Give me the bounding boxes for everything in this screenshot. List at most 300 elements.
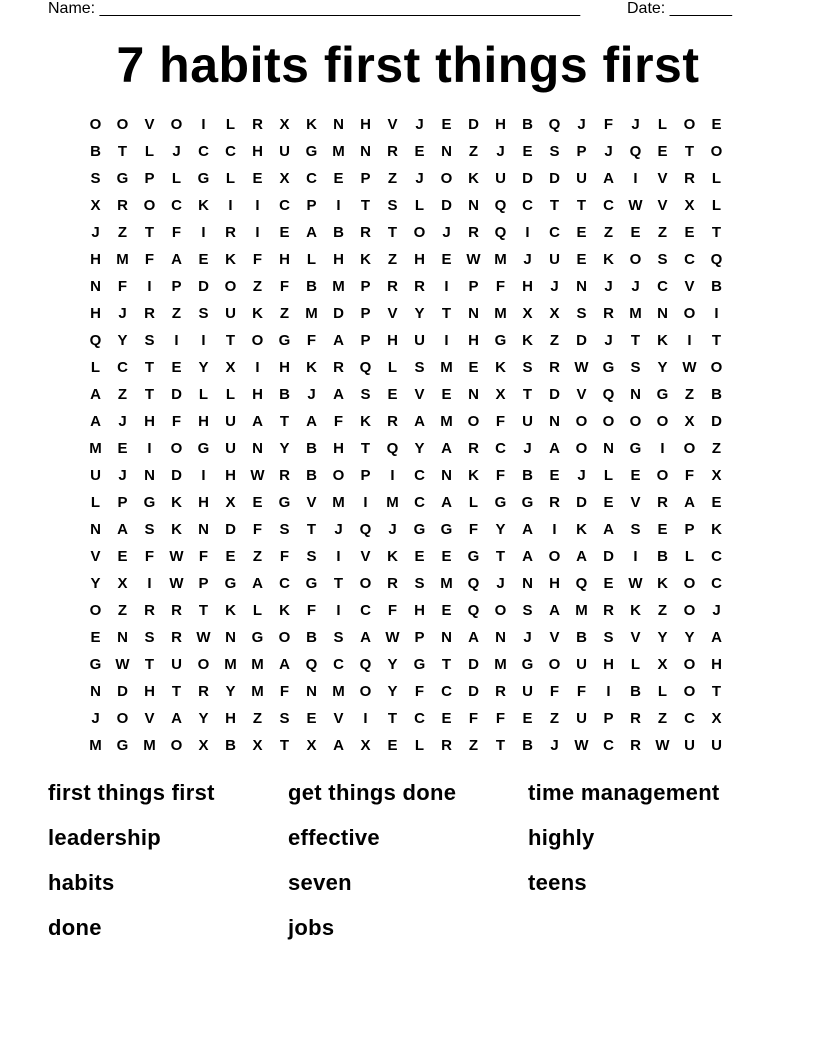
grid-letter: I	[174, 332, 179, 349]
grid-letter: F	[171, 413, 182, 430]
grid-letter: U	[576, 170, 587, 187]
grid-letter: R	[387, 143, 398, 160]
grid-letter: S	[630, 359, 641, 376]
grid-letter: A	[603, 521, 614, 538]
grid-letter: T	[279, 737, 290, 754]
grid-letter: D	[468, 683, 479, 700]
grid-letter: N	[198, 521, 209, 538]
grid-letter: G	[197, 440, 210, 457]
grid-letter: I	[687, 332, 692, 349]
grid-letter: K	[171, 521, 182, 538]
grid-row	[82, 246, 742, 273]
grid-letter: N	[90, 521, 101, 538]
grid-row	[82, 219, 742, 246]
grid-letter: N	[522, 575, 533, 592]
grid-letter: N	[144, 467, 155, 484]
grid-letter: I	[606, 683, 611, 700]
grid-letter: H	[279, 251, 290, 268]
grid-letter: T	[522, 386, 533, 403]
grid-letter: S	[630, 521, 641, 538]
grid-letter: J	[712, 602, 721, 619]
grid-letter: H	[252, 386, 263, 403]
grid-letter: O	[629, 413, 642, 430]
grid-letter: Y	[414, 305, 425, 322]
grid-letter: M	[305, 305, 318, 322]
grid-letter: G	[278, 332, 291, 349]
grid-row	[82, 111, 742, 138]
grid-letter: E	[576, 251, 587, 268]
grid-letter: O	[413, 224, 426, 241]
grid-letter: Y	[90, 575, 101, 592]
grid-letter: P	[576, 143, 587, 160]
grid-letter: E	[522, 710, 533, 727]
grid-letter: K	[495, 359, 506, 376]
grid-letter: A	[333, 332, 344, 349]
grid-letter: O	[656, 413, 669, 430]
grid-letter: E	[657, 143, 668, 160]
grid-letter: W	[655, 737, 670, 754]
grid-letter: I	[660, 440, 665, 457]
grid-row	[82, 516, 742, 543]
grid-letter: M	[251, 683, 264, 700]
grid-letter: C	[414, 494, 425, 511]
grid-letter: K	[603, 251, 614, 268]
grid-letter: Y	[387, 683, 398, 700]
grid-letter: O	[143, 197, 156, 214]
grid-letter: E	[252, 494, 263, 511]
grid-letter: J	[577, 467, 586, 484]
grid-letter: G	[197, 170, 210, 187]
grid-letter: G	[521, 656, 534, 673]
grid-letter: O	[278, 629, 291, 646]
grid-letter: O	[629, 251, 642, 268]
grid-letter: H	[333, 440, 344, 457]
grid-letter: A	[306, 413, 317, 430]
grid-letter: S	[522, 359, 533, 376]
grid-letter: R	[468, 224, 479, 241]
grid-letter: J	[118, 305, 127, 322]
grid-letter: R	[657, 494, 668, 511]
grid-letter: T	[441, 305, 452, 322]
grid-letter: B	[576, 629, 587, 646]
grid-letter: E	[576, 224, 587, 241]
grid-letter: R	[387, 575, 398, 592]
grid-letter: T	[684, 143, 695, 160]
grid-letter: V	[333, 710, 344, 727]
grid-letter: I	[336, 197, 341, 214]
grid-letter: K	[657, 332, 668, 349]
word-list-item: time management	[528, 780, 720, 805]
grid-letter: G	[494, 494, 507, 511]
grid-letter: I	[552, 521, 557, 538]
grid-letter: W	[385, 629, 400, 646]
grid-letter: E	[522, 143, 533, 160]
grid-letter: S	[414, 575, 425, 592]
grid-letter: V	[387, 305, 398, 322]
grid-letter: B	[90, 143, 101, 160]
grid-letter: K	[306, 116, 317, 133]
grid-letter: O	[89, 116, 102, 133]
grid-letter: T	[171, 683, 182, 700]
grid-letter: D	[522, 170, 533, 187]
grid-letter: E	[225, 548, 236, 565]
grid-letter: D	[549, 386, 560, 403]
grid-letter: N	[468, 386, 479, 403]
grid-letter: W	[169, 548, 184, 565]
grid-letter: H	[90, 305, 101, 322]
grid-letter: K	[225, 602, 236, 619]
grid-letter: G	[413, 656, 426, 673]
grid-letter: S	[549, 143, 560, 160]
grid-letter: T	[144, 224, 155, 241]
grid-letter: L	[711, 197, 722, 214]
grid-letter: R	[171, 629, 182, 646]
grid-letter: G	[305, 575, 318, 592]
grid-letter: Q	[494, 224, 507, 241]
grid-letter: L	[630, 656, 641, 673]
grid-letter: E	[711, 494, 722, 511]
grid-row	[82, 570, 742, 597]
grid-row	[82, 138, 742, 165]
grid-letter: Z	[279, 305, 290, 322]
grid-letter: T	[333, 575, 344, 592]
grid-letter: L	[468, 494, 479, 511]
grid-letter: N	[117, 629, 128, 646]
grid-letter: L	[225, 386, 236, 403]
grid-letter: I	[444, 278, 449, 295]
grid-letter: N	[549, 413, 560, 430]
grid-letter: G	[116, 170, 129, 187]
grid-letter: T	[441, 656, 452, 673]
grid-letter: B	[279, 386, 290, 403]
grid-letter: X	[711, 710, 722, 727]
grid-letter: K	[657, 575, 668, 592]
grid-letter: X	[684, 197, 695, 214]
grid-letter: R	[171, 602, 182, 619]
grid-letter: M	[116, 251, 129, 268]
grid-letter: S	[144, 521, 155, 538]
grid-letter: W	[169, 575, 184, 592]
grid-letter: J	[388, 521, 397, 538]
grid-letter: G	[656, 386, 669, 403]
grid-letter: H	[279, 359, 290, 376]
grid-letter: V	[90, 548, 101, 565]
grid-letter: A	[252, 413, 263, 430]
grid-letter: Q	[575, 575, 588, 592]
grid-letter: U	[279, 143, 290, 160]
grid-letter: G	[116, 737, 129, 754]
grid-letter: J	[523, 251, 532, 268]
grid-row	[82, 651, 742, 678]
grid-letter: M	[629, 305, 642, 322]
grid-letter: B	[306, 467, 317, 484]
grid-letter: O	[494, 602, 507, 619]
grid-letter: Q	[467, 575, 480, 592]
grid-letter: J	[577, 116, 586, 133]
grid-letter: V	[306, 494, 317, 511]
grid-letter: T	[144, 359, 155, 376]
grid-letter: Z	[603, 224, 614, 241]
grid-letter: T	[711, 332, 722, 349]
grid-letter: F	[306, 602, 317, 619]
grid-letter: C	[522, 197, 533, 214]
grid-letter: F	[603, 116, 614, 133]
grid-letter: T	[630, 332, 641, 349]
grid-letter: M	[494, 251, 507, 268]
grid-letter: O	[332, 467, 345, 484]
grid-letter: S	[198, 305, 209, 322]
grid-letter: N	[252, 440, 263, 457]
grid-letter: E	[171, 359, 182, 376]
grid-letter: O	[170, 737, 183, 754]
grid-letter: D	[171, 467, 182, 484]
grid-letter: J	[118, 413, 127, 430]
grid-letter: D	[576, 332, 587, 349]
grid-letter: S	[576, 305, 587, 322]
grid-letter: O	[710, 143, 723, 160]
word-list-item: first things first	[48, 780, 215, 805]
grid-letter: V	[549, 629, 560, 646]
grid-letter: V	[657, 197, 668, 214]
grid-row	[82, 354, 742, 381]
grid-letter: X	[306, 737, 317, 754]
grid-letter: M	[332, 143, 345, 160]
grid-letter: O	[710, 359, 723, 376]
grid-letter: J	[550, 737, 559, 754]
grid-row	[82, 192, 742, 219]
grid-letter: B	[306, 629, 317, 646]
grid-letter: E	[387, 737, 398, 754]
grid-letter: L	[252, 602, 263, 619]
grid-letter: T	[144, 656, 155, 673]
grid-letter: H	[252, 143, 263, 160]
grid-letter: E	[279, 224, 290, 241]
grid-letter: F	[171, 224, 182, 241]
grid-letter: Z	[252, 278, 263, 295]
grid-letter: T	[306, 521, 317, 538]
grid-row	[82, 300, 742, 327]
grid-letter: K	[468, 467, 479, 484]
grid-letter: T	[360, 197, 371, 214]
grid-letter: C	[360, 602, 371, 619]
grid-letter: A	[171, 710, 182, 727]
grid-letter: P	[198, 575, 209, 592]
grid-letter: F	[387, 602, 398, 619]
grid-letter: M	[440, 359, 453, 376]
grid-letter: H	[144, 413, 155, 430]
grid-letter: N	[576, 278, 587, 295]
grid-row	[82, 597, 742, 624]
grid-letter: I	[201, 116, 206, 133]
grid-letter: Q	[386, 440, 399, 457]
grid-letter: L	[684, 548, 695, 565]
grid-letter: F	[549, 683, 560, 700]
grid-letter: G	[251, 629, 264, 646]
grid-letter: R	[414, 278, 425, 295]
grid-letter: V	[387, 116, 398, 133]
grid-letter: F	[306, 332, 317, 349]
grid-letter: Q	[89, 332, 102, 349]
grid-letter: L	[711, 170, 722, 187]
grid-letter: S	[279, 521, 290, 538]
word-list	[48, 777, 788, 957]
grid-letter: D	[576, 494, 587, 511]
grid-letter: T	[225, 332, 236, 349]
grid-letter: X	[360, 737, 371, 754]
grid-letter: L	[90, 359, 101, 376]
grid-letter: D	[603, 548, 614, 565]
grid-letter: O	[224, 278, 237, 295]
grid-letter: Q	[359, 521, 372, 538]
grid-letter: N	[657, 305, 668, 322]
grid-letter: T	[495, 737, 506, 754]
grid-letter: D	[225, 521, 236, 538]
grid-letter: U	[495, 170, 506, 187]
grid-letter: Z	[252, 710, 263, 727]
grid-letter: C	[333, 656, 344, 673]
grid-letter: K	[387, 548, 398, 565]
grid-letter: R	[441, 737, 452, 754]
grid-letter: E	[657, 521, 668, 538]
grid-letter: O	[440, 170, 453, 187]
grid-letter: N	[225, 629, 236, 646]
grid-letter: F	[468, 521, 479, 538]
grid-letter: F	[144, 548, 155, 565]
grid-letter: J	[334, 521, 343, 538]
grid-letter: Z	[711, 440, 722, 457]
grid-letter: M	[89, 737, 102, 754]
grid-letter: I	[633, 548, 638, 565]
grid-letter: R	[225, 224, 236, 241]
grid-letter: R	[603, 602, 614, 619]
grid-letter: C	[441, 683, 452, 700]
grid-letter: C	[279, 197, 290, 214]
grid-letter: C	[657, 278, 668, 295]
grid-letter: V	[144, 710, 155, 727]
grid-letter: J	[307, 386, 316, 403]
grid-letter: V	[630, 494, 641, 511]
grid-letter: A	[549, 440, 560, 457]
grid-letter: M	[143, 737, 156, 754]
word-list-item: habits	[48, 870, 115, 895]
grid-letter: W	[628, 575, 643, 592]
grid-letter: H	[522, 278, 533, 295]
grid-letter: B	[225, 737, 236, 754]
grid-letter: B	[711, 278, 722, 295]
grid-letter: O	[359, 683, 372, 700]
grid-letter: A	[711, 629, 722, 646]
grid-letter: R	[252, 116, 263, 133]
grid-letter: P	[360, 170, 371, 187]
grid-row	[82, 732, 742, 759]
grid-letter: C	[495, 440, 506, 457]
grid-letter: G	[440, 521, 453, 538]
grid-letter: S	[360, 386, 371, 403]
grid-letter: C	[414, 467, 425, 484]
grid-letter: G	[521, 494, 534, 511]
grid-letter: O	[359, 575, 372, 592]
grid-letter: M	[332, 683, 345, 700]
grid-letter: F	[468, 710, 479, 727]
grid-letter: M	[89, 440, 102, 457]
grid-letter: P	[360, 467, 371, 484]
grid-letter: F	[198, 548, 209, 565]
word-list-item: get things done	[288, 780, 457, 805]
grid-letter: B	[711, 386, 722, 403]
grid-letter: B	[306, 440, 317, 457]
grid-letter: J	[415, 116, 424, 133]
grid-letter: E	[441, 548, 452, 565]
grid-letter: I	[336, 548, 341, 565]
grid-letter: E	[630, 224, 641, 241]
grid-letter: U	[684, 737, 695, 754]
grid-letter: N	[441, 143, 452, 160]
grid-letter: O	[602, 413, 615, 430]
grid-letter: K	[171, 494, 182, 511]
grid-letter: Z	[684, 386, 695, 403]
grid-letter: N	[603, 440, 614, 457]
grid-letter: Q	[548, 116, 561, 133]
grid-letter: X	[711, 467, 722, 484]
grid-letter: V	[576, 386, 587, 403]
grid-letter: F	[495, 710, 506, 727]
grid-letter: H	[198, 494, 209, 511]
grid-letter: X	[225, 359, 236, 376]
grid-letter: C	[198, 143, 209, 160]
grid-letter: D	[198, 278, 209, 295]
grid-letter: R	[630, 710, 641, 727]
grid-letter: S	[414, 359, 425, 376]
grid-letter: P	[117, 494, 128, 511]
grid-letter: L	[171, 170, 182, 187]
grid-letter: D	[468, 116, 479, 133]
grid-letter: R	[198, 683, 209, 700]
grid-letter: M	[575, 602, 588, 619]
grid-letter: I	[255, 359, 260, 376]
grid-letter: X	[549, 305, 560, 322]
grid-letter: S	[144, 332, 155, 349]
grid-letter: A	[306, 224, 317, 241]
grid-letter: P	[360, 305, 371, 322]
grid-letter: K	[468, 170, 479, 187]
grid-letter: R	[117, 197, 128, 214]
grid-letter: U	[225, 413, 236, 430]
grid-letter: L	[144, 143, 155, 160]
grid-letter: C	[171, 197, 182, 214]
grid-letter: E	[252, 170, 263, 187]
grid-letter: I	[255, 197, 260, 214]
grid-letter: Y	[684, 629, 695, 646]
grid-letter: L	[225, 170, 236, 187]
grid-letter: N	[306, 683, 317, 700]
grid-letter: R	[144, 305, 155, 322]
grid-letter: I	[147, 575, 152, 592]
grid-letter: X	[522, 305, 533, 322]
grid-letter: M	[251, 656, 264, 673]
grid-letter: D	[549, 170, 560, 187]
grid-letter: E	[711, 116, 722, 133]
grid-letter: C	[225, 143, 236, 160]
grid-letter: T	[549, 197, 560, 214]
grid-letter: F	[252, 521, 263, 538]
grid-letter: K	[711, 521, 722, 538]
grid-letter: A	[468, 629, 479, 646]
grid-letter: T	[576, 197, 587, 214]
grid-letter: C	[711, 575, 722, 592]
grid-row	[82, 489, 742, 516]
grid-letter: H	[387, 332, 398, 349]
grid-letter: M	[440, 575, 453, 592]
